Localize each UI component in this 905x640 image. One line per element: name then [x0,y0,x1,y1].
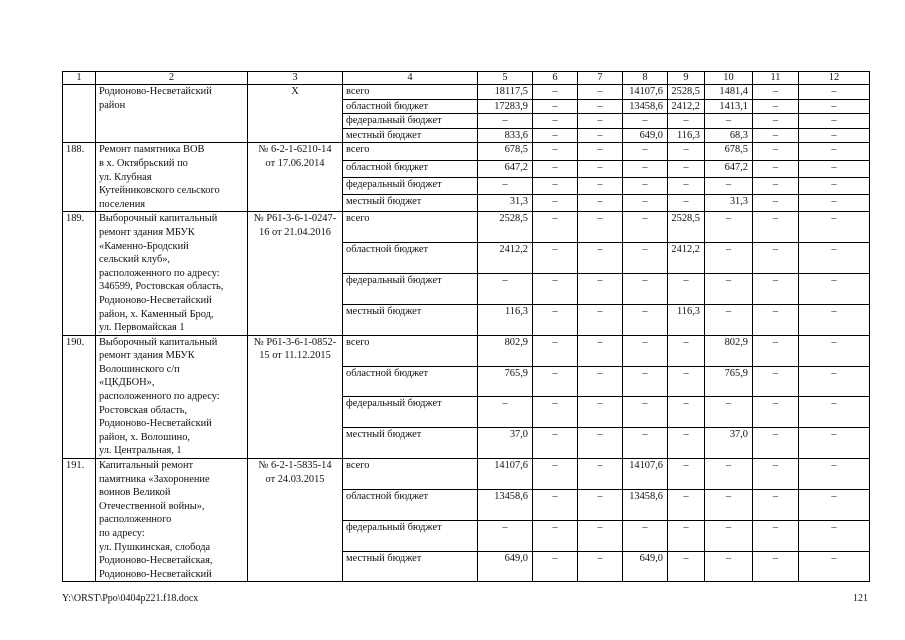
object-line: ул. Клубная [99,171,152,183]
amount-cell: 2412,2 [668,243,705,274]
amount-cell: – [623,520,668,551]
amount-cell: – [799,85,870,100]
project-object [96,335,248,458]
amount-cell: 678,5 [705,143,753,160]
amount-cell: – [578,99,623,114]
amount-cell: – [753,520,799,551]
amount-cell: – [668,114,705,129]
amount-cell: – [578,195,623,212]
object-line: Родионово-Несветайский [99,294,212,306]
funding-source: всего [343,85,478,100]
amount-cell: – [533,335,578,366]
amount-cell: – [705,551,753,582]
project-number: 188. [63,143,96,212]
amount-cell: – [623,335,668,366]
column-header: 11 [753,72,799,85]
object-line: ул. Первомайская 1 [99,322,185,334]
amount-cell: – [799,99,870,114]
column-header: 12 [799,72,870,85]
amount-cell: – [799,195,870,212]
table-body [63,72,870,582]
object-line: Кутейниковского сельского [99,185,220,197]
amount-cell: 17283,9 [478,99,533,114]
amount-cell: 833,6 [478,128,533,143]
amount-cell: – [578,304,623,335]
amount-cell: – [578,274,623,305]
amount-cell: – [753,428,799,459]
amount-cell: – [578,335,623,366]
amount-cell: – [623,366,668,397]
object-line: район [99,99,126,111]
project-document [248,459,343,582]
project-object [96,85,248,143]
amount-cell: – [533,243,578,274]
object-line: воинов Великой [99,487,171,499]
amount-cell: – [799,128,870,143]
amount-cell: 116,3 [478,304,533,335]
amount-cell: – [705,397,753,428]
amount-cell: – [799,143,870,160]
amount-cell: 2412,2 [668,99,705,114]
amount-cell: – [533,160,578,177]
table-row [63,85,870,100]
project-document [248,143,343,212]
document-page [62,71,870,582]
amount-cell: – [753,114,799,129]
amount-cell: – [578,177,623,194]
amount-cell: – [799,397,870,428]
amount-cell: – [578,551,623,582]
project-document [248,85,343,143]
amount-cell: – [533,459,578,490]
project-number: 190. [63,335,96,458]
funding-source: всего [343,459,478,490]
amount-cell: – [668,520,705,551]
amount-cell: – [668,551,705,582]
amount-cell: – [705,274,753,305]
amount-cell: – [578,85,623,100]
project-document [248,335,343,458]
column-header: 9 [668,72,705,85]
amount-cell: – [799,335,870,366]
amount-cell: – [668,428,705,459]
column-header: 4 [343,72,478,85]
funding-source: местный бюджет [343,428,478,459]
project-object [96,212,248,335]
amount-cell: – [533,304,578,335]
amount-cell: – [753,335,799,366]
amount-cell: – [533,551,578,582]
amount-cell: – [533,428,578,459]
project-number: 189. [63,212,96,335]
amount-cell: – [578,114,623,129]
amount-cell: – [799,551,870,582]
amount-cell: – [705,489,753,520]
object-line: расположенного [99,514,172,526]
amount-cell: – [668,489,705,520]
amount-cell: – [753,85,799,100]
object-line: Выборочный капитальный [99,213,218,225]
document-line: от 24.03.2015 [265,473,325,485]
amount-cell: – [533,143,578,160]
object-line: Родионово-Несветайский [99,86,212,97]
object-line: поселения [99,198,146,210]
amount-cell: – [753,212,799,243]
amount-cell: – [668,160,705,177]
object-line: ремонт здания МБУК [99,226,195,238]
funding-source: федеральный бюджет [343,520,478,551]
amount-cell: 13458,6 [623,99,668,114]
amount-cell: 802,9 [478,335,533,366]
amount-cell: – [753,195,799,212]
object-line: Капитальный ремонт [99,460,194,472]
amount-cell: 2528,5 [668,85,705,100]
amount-cell: – [668,397,705,428]
funding-source: областной бюджет [343,99,478,114]
funding-source: местный бюджет [343,551,478,582]
amount-cell: – [799,160,870,177]
amount-cell: – [668,274,705,305]
amount-cell: – [533,114,578,129]
amount-cell: – [668,366,705,397]
object-line: памятника «Захоронение [99,473,210,485]
column-header: 5 [478,72,533,85]
amount-cell: – [753,99,799,114]
amount-cell: 647,2 [705,160,753,177]
funding-source: федеральный бюджет [343,274,478,305]
object-line: район, х. Волошино, [99,431,190,443]
amount-cell: – [668,195,705,212]
amount-cell: – [533,397,578,428]
amount-cell: – [753,160,799,177]
amount-cell: 765,9 [705,366,753,397]
amount-cell: – [799,459,870,490]
amount-cell: – [478,177,533,194]
column-header: 2 [96,72,248,85]
object-line: Родионово-Несветайская, [99,555,213,567]
amount-cell: – [623,114,668,129]
table-row [63,143,870,160]
column-header: 8 [623,72,668,85]
amount-cell: – [623,177,668,194]
amount-cell: 116,3 [668,128,705,143]
amount-cell: – [753,274,799,305]
amount-cell: 1413,1 [705,99,753,114]
amount-cell: – [799,212,870,243]
object-line: в х. Октябрьский по [99,157,188,169]
amount-cell: – [799,489,870,520]
funding-source: областной бюджет [343,489,478,520]
project-number [63,85,96,143]
object-line: 346599, Ростовская область, [99,281,224,293]
amount-cell: – [533,520,578,551]
object-line: Ростовская область, [99,404,188,416]
funding-source: федеральный бюджет [343,114,478,129]
funding-source: федеральный бюджет [343,177,478,194]
amount-cell: – [705,304,753,335]
amount-cell: 14107,6 [623,85,668,100]
document-line: № 6-2-1-5835-14 [258,460,332,472]
amount-cell: 14107,6 [478,459,533,490]
amount-cell: – [533,212,578,243]
object-line: ул. Центральная, 1 [99,445,182,457]
amount-cell: 116,3 [668,304,705,335]
column-header: 10 [705,72,753,85]
amount-cell: – [623,160,668,177]
document-line: № Р61-3-6-1-0247- [253,213,337,225]
amount-cell: 647,2 [478,160,533,177]
project-number: 191. [63,459,96,582]
amount-cell: 18117,5 [478,85,533,100]
amount-cell: – [753,366,799,397]
amount-cell: 37,0 [705,428,753,459]
amount-cell: – [478,520,533,551]
amount-cell: 649,0 [623,128,668,143]
funding-source: местный бюджет [343,195,478,212]
amount-cell: – [799,243,870,274]
funding-source: областной бюджет [343,160,478,177]
funding-source: местный бюджет [343,128,478,143]
amount-cell: 1481,4 [705,85,753,100]
object-line: расположенного по адресу: [99,267,220,279]
funding-source: всего [343,143,478,160]
amount-cell: – [705,243,753,274]
object-line: Выборочный капитальный [99,336,218,348]
column-header: 6 [533,72,578,85]
amount-cell: – [668,177,705,194]
amount-cell: 31,3 [705,195,753,212]
amount-cell: – [623,143,668,160]
document-line: 16 от 21.04.2016 [259,226,331,238]
amount-cell: – [799,428,870,459]
amount-cell: 678,5 [478,143,533,160]
amount-cell: – [705,212,753,243]
amount-cell: – [668,335,705,366]
object-line: Отечественной войны», [99,500,205,512]
amount-cell: – [753,304,799,335]
object-line: ремонт здания МБУК [99,350,195,362]
amount-cell: 2528,5 [668,212,705,243]
amount-cell: 13458,6 [478,489,533,520]
amount-cell: – [478,274,533,305]
amount-cell: – [578,243,623,274]
amount-cell: – [623,195,668,212]
object-line: Ремонт памятника ВОВ [99,144,205,156]
funding-source: всего [343,212,478,243]
amount-cell: – [799,114,870,129]
amount-cell: 802,9 [705,335,753,366]
funding-source: федеральный бюджет [343,397,478,428]
table-row [63,459,870,490]
funding-source: областной бюджет [343,366,478,397]
amount-cell: 37,0 [478,428,533,459]
amount-cell: 13458,6 [623,489,668,520]
amount-cell: – [578,459,623,490]
amount-cell: – [578,160,623,177]
amount-cell: – [705,520,753,551]
object-line: район, х. Каменный Брод, [99,308,214,320]
amount-cell: – [623,212,668,243]
amount-cell: – [668,459,705,490]
table-row [63,212,870,243]
amount-cell: – [799,274,870,305]
object-line: Родионово-Несветайский [99,418,212,430]
object-line: «ЦКДБОН», [99,377,155,389]
amount-cell: – [668,143,705,160]
amount-cell: – [533,177,578,194]
column-header: 1 [63,72,96,85]
amount-cell: – [533,128,578,143]
object-line: по адресу: [99,528,145,539]
amount-cell: – [578,143,623,160]
amount-cell: – [753,143,799,160]
amount-cell: 649,0 [478,551,533,582]
amount-cell: – [478,397,533,428]
object-line: «Каменно-Бродский [99,240,189,252]
amount-cell: – [533,489,578,520]
amount-cell: – [753,489,799,520]
amount-cell: – [753,397,799,428]
object-line: Родионово-Несветайский [99,568,212,580]
amount-cell: – [753,128,799,143]
funding-source: местный бюджет [343,304,478,335]
amount-cell: – [578,212,623,243]
amount-cell: – [533,274,578,305]
amount-cell: – [578,397,623,428]
amount-cell: 765,9 [478,366,533,397]
amount-cell: – [623,243,668,274]
project-object [96,143,248,212]
amount-cell: – [799,366,870,397]
amount-cell: – [705,177,753,194]
amount-cell: – [623,428,668,459]
funding-source: всего [343,335,478,366]
object-line: ул. Пушкинская, слобода [99,541,211,553]
amount-cell: – [705,459,753,490]
document-line: № 6-2-1-6210-14 [258,144,332,156]
project-object [96,459,248,582]
amount-cell: – [753,459,799,490]
object-line: сельский клуб», [99,254,171,266]
amount-cell: – [799,520,870,551]
amount-cell: – [753,177,799,194]
object-line: Волошинского с/п [99,363,180,375]
column-header: 7 [578,72,623,85]
amount-cell: – [478,114,533,129]
funding-source: областной бюджет [343,243,478,274]
financing-table [62,71,870,582]
amount-cell: – [533,195,578,212]
project-document [248,212,343,335]
amount-cell: – [578,366,623,397]
amount-cell: – [705,114,753,129]
amount-cell: 2412,2 [478,243,533,274]
footer-file-path: Y:\ORST\Ppo\0404p221.f18.docx [62,593,199,604]
header-row [63,72,870,85]
object-line: расположенного по адресу: [99,391,220,403]
amount-cell: – [799,304,870,335]
amount-cell: – [623,304,668,335]
amount-cell: – [753,551,799,582]
amount-cell: 649,0 [623,551,668,582]
amount-cell: – [753,243,799,274]
amount-cell: – [578,520,623,551]
amount-cell: 68,3 [705,128,753,143]
document-line: Х [291,86,299,97]
document-line: от 17.06.2014 [265,157,325,169]
amount-cell: – [799,177,870,194]
amount-cell: – [623,274,668,305]
amount-cell: 31,3 [478,195,533,212]
column-header: 3 [248,72,343,85]
amount-cell: – [578,428,623,459]
amount-cell: – [533,366,578,397]
table-row [63,335,870,366]
footer-page-number: 121 [853,593,868,604]
document-line: 15 от 11.12.2015 [259,350,331,362]
amount-cell: 2528,5 [478,212,533,243]
amount-cell: – [533,99,578,114]
amount-cell: 14107,6 [623,459,668,490]
amount-cell: – [578,128,623,143]
amount-cell: – [623,397,668,428]
amount-cell: – [578,489,623,520]
document-line: № Р61-3-6-1-0852- [253,336,337,348]
amount-cell: – [533,85,578,100]
